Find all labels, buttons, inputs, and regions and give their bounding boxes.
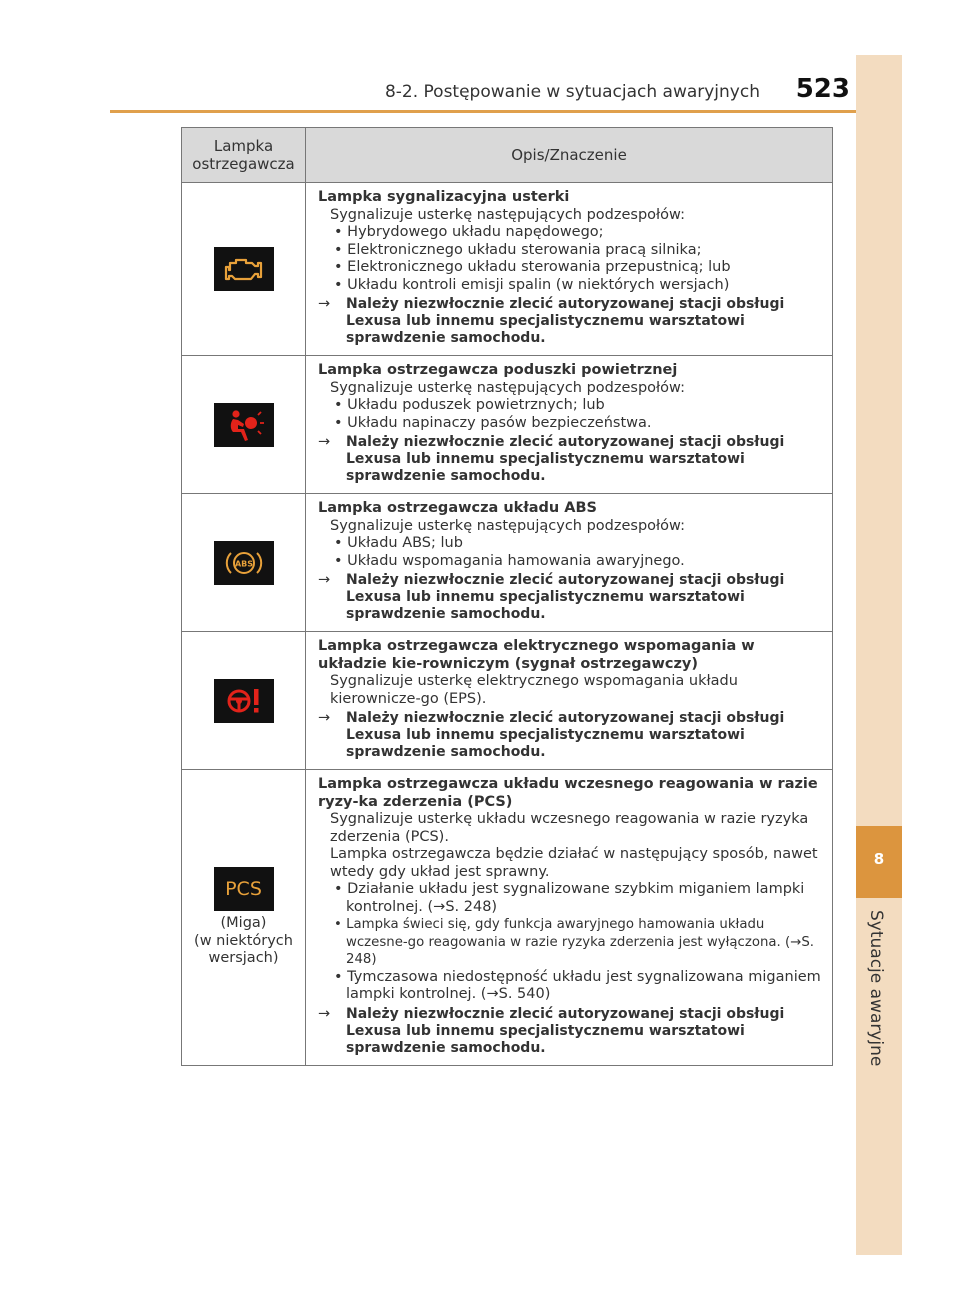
bullet-list <box>318 397 822 432</box>
warning-lights-table <box>181 127 833 1066</box>
action-note <box>318 296 822 347</box>
list-item: • Układu ABS; lub <box>334 535 822 553</box>
description-cell <box>306 494 833 632</box>
icon-cell <box>182 183 306 356</box>
row-description: Sygnalizuje usterkę następujących podzespołów: <box>330 517 685 534</box>
list-item: • Działanie układu jest sygnalizowane szybkim miganiem lampki kontrolnej. (→S. 248) <box>334 881 822 916</box>
description-cell <box>306 770 833 1066</box>
icon-caption: (Miga) (w niektórych wersjach) <box>194 915 293 966</box>
arrow-icon: → <box>318 434 331 450</box>
icon-cell <box>182 632 306 770</box>
table-row <box>182 494 833 632</box>
action-text: Należy niezwłocznie zlecić autoryzowanej stacji obsługi Lexusa lub innemu specjalistycznemu warsztatowi sprawdzenie samochodu. <box>346 434 785 484</box>
abs-icon-text: ABS <box>234 559 253 568</box>
side-tab <box>856 55 902 1255</box>
abs-icon <box>214 541 274 585</box>
arrow-icon: → <box>318 572 331 588</box>
row-title: Lampka ostrzegawcza elektrycznego wspomagania w układzie kie-rowniczym (sygnał ostrzegawczy) <box>318 638 755 672</box>
table-row <box>182 770 833 1066</box>
description-cell <box>306 183 833 356</box>
list-item: • Elektronicznego układu sterowania pracą silnika; <box>334 242 822 260</box>
page-number: 523 <box>795 74 850 104</box>
row-description: Sygnalizuje usterkę elektrycznego wspomagania układu kierownicze-go (EPS). <box>330 673 738 707</box>
airbag-icon <box>214 403 274 447</box>
pcs-icon: PCS <box>214 867 274 911</box>
action-text: Należy niezwłocznie zlecić autoryzowanej stacji obsługi Lexusa lub innemu specjalistycznemu warsztatowi sprawdzenie samochodu. <box>346 296 785 346</box>
list-item: • Lampka świeci się, gdy funkcja awaryjnego hamowania układu wczesne-go reagowania w razie ryzyka zderzenia jest wyłączona. (→S. 248) <box>334 916 822 969</box>
bullet-list <box>318 881 822 1004</box>
row-title: Lampka ostrzegawcza poduszki powietrznej <box>318 362 678 378</box>
section-title: 8-2. Postępowanie w sytuacjach awaryjnych <box>384 82 760 102</box>
action-note <box>318 1006 822 1057</box>
table-row <box>182 632 833 770</box>
table-row <box>182 183 833 356</box>
list-item: • Tymczasowa niedostępność układu jest sygnalizowana miganiem lampki kontrolnej. (→S. 540) <box>334 969 822 1004</box>
action-note <box>318 710 822 761</box>
icon-cell <box>182 494 306 632</box>
action-text: Należy niezwłocznie zlecić autoryzowanej stacji obsługi Lexusa lub innemu specjalistycznemu warsztatowi sprawdzenie samochodu. <box>346 710 785 760</box>
bullet-list <box>318 224 822 294</box>
engine-check-icon <box>214 247 274 291</box>
arrow-icon: → <box>318 710 331 726</box>
col-header-description: Opis/Znaczenie <box>306 128 833 183</box>
list-item: • Hybrydowego układu napędowego; <box>334 224 822 242</box>
row-title: Lampka ostrzegawcza układu wczesnego reagowania w razie ryzy-ka zderzenia (PCS) <box>318 776 818 810</box>
action-note <box>318 434 822 485</box>
list-item: • Elektronicznego układu sterowania przepustnicą; lub <box>334 259 822 277</box>
row-description: Sygnalizuje usterkę następujących podzespołów: <box>330 206 685 223</box>
bullet-list <box>318 535 822 570</box>
arrow-icon: → <box>318 296 331 312</box>
chapter-label: Sytuacje awaryjne <box>866 910 886 1067</box>
eps-steering-icon <box>214 679 274 723</box>
header-rule <box>110 110 856 113</box>
chapter-number: 8 <box>873 850 885 868</box>
description-cell <box>306 356 833 494</box>
list-item: • Układu poduszek powietrznych; lub <box>334 397 822 415</box>
row-title: Lampka sygnalizacyjna usterki <box>318 189 570 205</box>
description-cell <box>306 632 833 770</box>
action-note <box>318 572 822 623</box>
arrow-icon: → <box>318 1005 331 1022</box>
row-description: Sygnalizuje usterkę układu wczesnego reagowania w razie ryzyka zderzenia (PCS). <box>330 811 809 845</box>
list-item: • Układu wspomagania hamowania awaryjnego. <box>334 553 822 571</box>
row-description: Sygnalizuje usterkę następujących podzespołów: <box>330 379 685 396</box>
col-header-lamp: Lampka ostrzegawcza <box>182 128 306 183</box>
list-item: • Układu kontroli emisji spalin (w niektórych wersjach) <box>334 277 822 295</box>
row-description-2: Lampka ostrzegawcza będzie działać w następujący sposób, nawet wtedy gdy układ jest sprawny. <box>330 846 818 880</box>
list-item: • Układu napinaczy pasów bezpieczeństwa. <box>334 415 822 433</box>
row-title: Lampka ostrzegawcza układu ABS <box>318 500 597 516</box>
action-text: Należy niezwłocznie zlecić autoryzowanej stacji obsługi Lexusa lub innemu specjalistycznemu warsztatowi sprawdzenie samochodu. <box>346 1005 785 1056</box>
table-header-row <box>182 128 833 183</box>
icon-cell <box>182 770 306 1066</box>
action-text: Należy niezwłocznie zlecić autoryzowanej stacji obsługi Lexusa lub innemu specjalistycznemu warsztatowi sprawdzenie samochodu. <box>346 572 785 622</box>
icon-cell <box>182 356 306 494</box>
table-row <box>182 356 833 494</box>
